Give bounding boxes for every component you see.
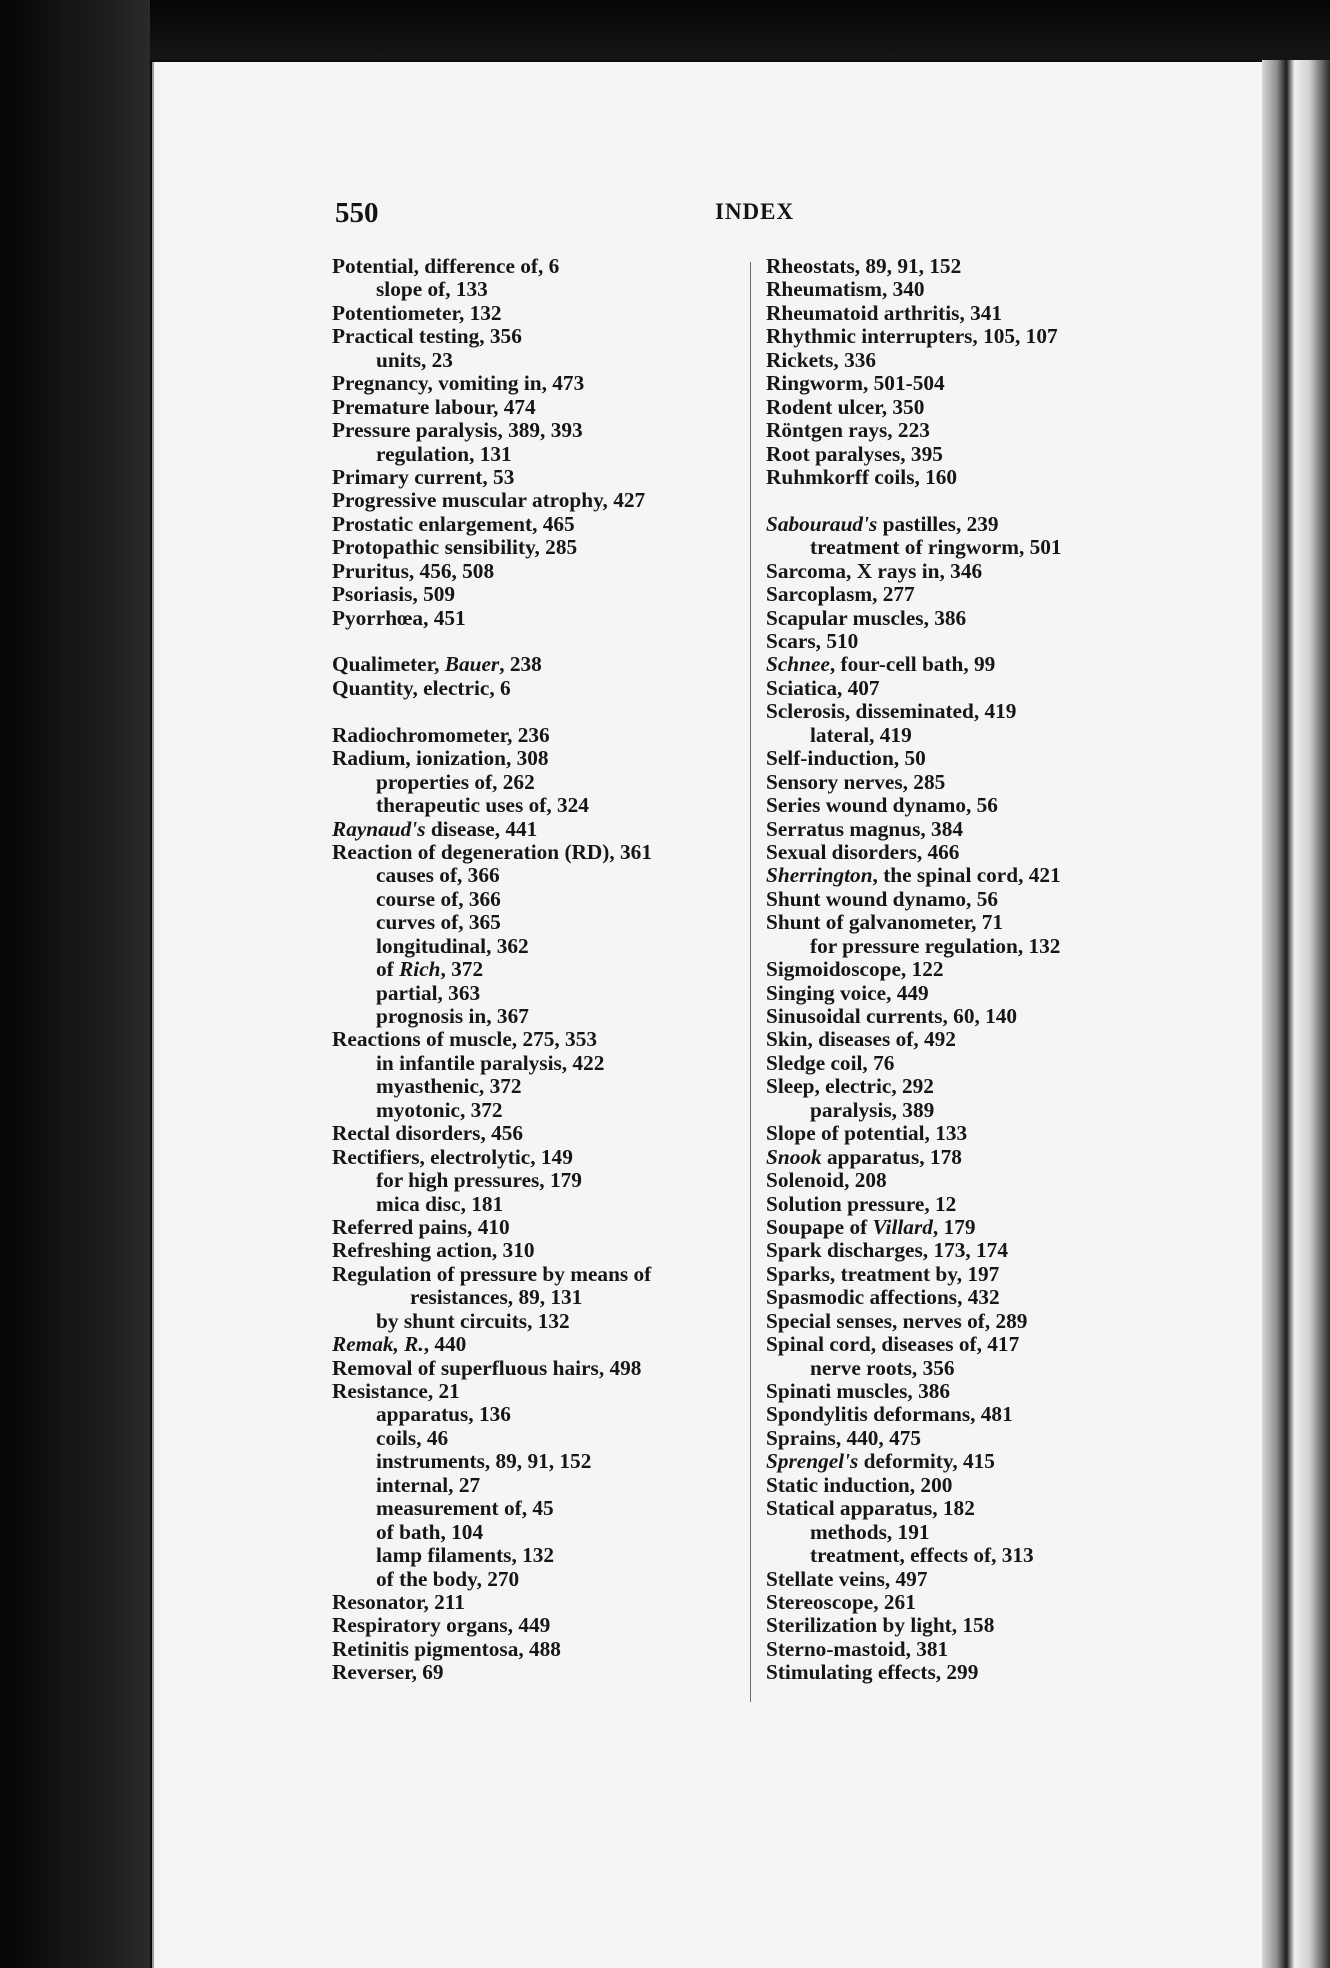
index-entry	[332, 1122, 652, 1145]
entry-text: Retinitis pigmentosa, 488	[332, 1636, 561, 1661]
index-entry	[766, 1450, 1062, 1473]
index-entry	[332, 536, 652, 559]
index-entry	[332, 513, 652, 536]
index-entry	[332, 1357, 652, 1380]
index-entry	[766, 1146, 1062, 1169]
entry-italic-text: Sherrington	[766, 863, 873, 888]
index-entry	[766, 255, 1062, 278]
entry-text: of	[376, 957, 400, 982]
entry-text: internal, 27	[376, 1472, 481, 1497]
entry-text: , the spinal cord, 421	[872, 863, 1061, 888]
section-gap	[766, 489, 1062, 512]
entry-text: Potential, difference of, 6	[332, 254, 560, 278]
index-entry	[766, 1099, 1062, 1122]
index-entry	[766, 1427, 1062, 1450]
index-entry	[766, 794, 1062, 817]
entry-text: , 440	[423, 1332, 467, 1357]
index-entry	[332, 677, 652, 700]
index-entry	[766, 818, 1062, 841]
entry-text: Sleep, electric, 292	[766, 1074, 934, 1099]
entry-text: Reverser, 69	[332, 1660, 444, 1685]
index-entry	[332, 1497, 652, 1520]
index-entry	[766, 278, 1062, 301]
entry-text: Sledge coil, 76	[766, 1050, 895, 1075]
index-entry	[332, 278, 652, 301]
entry-text: Pregnancy, vomiting in, 473	[332, 371, 585, 396]
index-entry	[766, 419, 1062, 442]
index-entry	[332, 1403, 652, 1426]
index-entry	[332, 255, 652, 278]
entry-text: causes of, 366	[376, 863, 500, 888]
index-entry	[332, 1216, 652, 1239]
index-entry	[766, 1193, 1062, 1216]
entry-text: nerve roots, 356	[810, 1355, 955, 1380]
entry-text: Sprains, 440, 475	[766, 1425, 922, 1450]
index-entry	[332, 864, 652, 887]
index-entry	[766, 653, 1062, 676]
index-entry	[332, 1544, 652, 1567]
index-entry	[332, 607, 652, 630]
index-entry	[332, 489, 652, 512]
index-entry	[766, 1357, 1062, 1380]
index-entry	[766, 1333, 1062, 1356]
entry-text: by shunt circuits, 132	[376, 1308, 570, 1333]
index-entry	[332, 1099, 652, 1122]
index-entry	[766, 443, 1062, 466]
entry-text: Self-induction, 50	[766, 746, 926, 771]
entry-text: Rheumatism, 340	[766, 277, 925, 302]
index-entry	[332, 653, 652, 676]
index-entry	[766, 1661, 1062, 1684]
index-entry	[766, 302, 1062, 325]
entry-text: units, 23	[376, 347, 453, 372]
index-entry	[332, 982, 652, 1005]
entry-italic-text: Bauer	[444, 652, 500, 677]
entry-text: myotonic, 372	[376, 1097, 503, 1122]
entry-text: Rodent ulcer, 350	[766, 394, 925, 419]
index-entry	[766, 1521, 1062, 1544]
index-entry	[766, 1544, 1062, 1567]
index-entry	[766, 1028, 1062, 1051]
entry-text: mica disc, 181	[376, 1191, 504, 1216]
entry-text: properties of, 262	[376, 769, 535, 794]
index-entry	[332, 1005, 652, 1028]
entry-text: Rheumatoid arthritis, 341	[766, 300, 1003, 325]
entry-text: Spark discharges, 173, 174	[766, 1238, 1008, 1263]
entry-text: Referred pains, 410	[332, 1214, 510, 1239]
index-entry	[766, 1122, 1062, 1145]
entry-text: Rectal disorders, 456	[332, 1121, 524, 1146]
index-entry	[332, 419, 652, 442]
entry-italic-text: Raynaud's	[332, 816, 426, 841]
entry-text: methods, 191	[810, 1519, 930, 1544]
entry-text: paralysis, 389	[810, 1097, 935, 1122]
index-entry	[766, 349, 1062, 372]
index-entry	[332, 1169, 652, 1192]
entry-italic-text: Sabouraud's	[766, 511, 878, 536]
index-entry	[332, 747, 652, 770]
index-entry	[332, 349, 652, 372]
index-entry	[332, 372, 652, 395]
index-entry	[766, 841, 1062, 864]
entry-text: pastilles, 239	[877, 511, 999, 536]
index-entry	[332, 1075, 652, 1098]
page-header	[335, 197, 935, 231]
entry-text: Sciatica, 407	[766, 675, 880, 700]
index-entry	[766, 1638, 1062, 1661]
entry-text: Pressure paralysis, 389, 393	[332, 418, 583, 443]
book-page	[152, 62, 1282, 1968]
index-entry	[332, 771, 652, 794]
entry-text: Refreshing action, 310	[332, 1238, 535, 1263]
entry-italic-text: Schnee	[766, 652, 830, 677]
entry-text: Solution pressure, 12	[766, 1191, 957, 1216]
entry-text: Spasmodic affections, 432	[766, 1285, 1000, 1310]
entry-italic-text: Rich	[399, 957, 441, 982]
index-entry	[332, 1380, 652, 1403]
index-entry	[766, 1216, 1062, 1239]
index-entry	[332, 841, 652, 864]
entry-text: Soupape of	[766, 1214, 873, 1239]
index-entry	[766, 396, 1062, 419]
index-entry	[332, 443, 652, 466]
entry-text: Root paralyses, 395	[766, 441, 943, 466]
index-entry	[332, 794, 652, 817]
entry-text: lamp filaments, 132	[376, 1543, 555, 1568]
entry-text: Stereoscope, 261	[766, 1589, 916, 1614]
entry-text: Sexual disorders, 466	[766, 839, 960, 864]
entry-text: disease, 441	[425, 816, 538, 841]
index-entry	[766, 864, 1062, 887]
entry-text: Ruhmkorff coils, 160	[766, 464, 958, 489]
entry-text: , 372	[440, 957, 484, 982]
entry-text: Rickets, 336	[766, 347, 877, 372]
index-entry	[766, 982, 1062, 1005]
entry-text: Skin, diseases of, 492	[766, 1027, 956, 1052]
entry-text: of bath, 104	[376, 1519, 484, 1544]
index-column-right	[766, 255, 1062, 1685]
entry-text: for pressure regulation, 132	[810, 933, 1061, 958]
section-gap	[332, 630, 652, 653]
scan-border-top	[0, 0, 1330, 60]
entry-text: Sinusoidal currents, 60, 140	[766, 1004, 1018, 1028]
index-entry	[766, 1286, 1062, 1309]
entry-text: slope of, 133	[376, 277, 488, 302]
entry-text: Statical apparatus, 182	[766, 1496, 975, 1521]
index-entry	[332, 1263, 652, 1286]
entry-text: Removal of superfluous hairs, 498	[332, 1355, 642, 1380]
index-entry	[766, 325, 1062, 348]
index-entry	[766, 536, 1062, 559]
index-entry	[766, 747, 1062, 770]
section-gap	[332, 700, 652, 723]
index-entry	[332, 1450, 652, 1473]
entry-text: Ringworm, 501-504	[766, 371, 945, 396]
index-entry	[332, 818, 652, 841]
index-entry	[332, 1310, 652, 1333]
index-entry	[766, 1591, 1062, 1614]
index-entry	[766, 513, 1062, 536]
running-head-title: INDEX	[715, 199, 795, 224]
index-entry	[332, 911, 652, 934]
index-entry	[766, 1497, 1062, 1520]
entry-text: , 238	[499, 652, 542, 677]
index-entry	[332, 583, 652, 606]
index-entry	[766, 466, 1062, 489]
entry-text: Resonator, 211	[332, 1589, 465, 1614]
entry-text: partial, 363	[376, 980, 481, 1005]
index-entry	[766, 1075, 1062, 1098]
index-entry	[332, 888, 652, 911]
index-entry	[766, 607, 1062, 630]
entry-text: Practical testing, 356	[332, 324, 522, 349]
entry-text: Series wound dynamo, 56	[766, 793, 998, 818]
index-entry	[332, 1193, 652, 1216]
index-entry	[332, 1052, 652, 1075]
entry-text: Sterno-mastoid, 381	[766, 1636, 949, 1661]
entry-text: Sparks, treatment by, 197	[766, 1261, 1000, 1286]
entry-text: coils, 46	[376, 1425, 449, 1450]
entry-text: Radiochromometer, 236	[332, 722, 550, 747]
entry-text: Scars, 510	[766, 629, 859, 653]
index-entry	[766, 888, 1062, 911]
entry-italic-text: Remak, R.	[332, 1332, 424, 1357]
entry-text: Special senses, nerves of, 289	[766, 1308, 1028, 1333]
entry-text: apparatus, 178	[821, 1144, 962, 1169]
index-entry	[766, 1474, 1062, 1497]
entry-text: Radium, ionization, 308	[332, 746, 549, 771]
entry-text: Solenoid, 208	[766, 1168, 887, 1193]
entry-text: Spondylitis deformans, 481	[766, 1402, 1013, 1427]
entry-text: Pyorrhœa, 451	[332, 605, 466, 630]
entry-text: lateral, 419	[810, 722, 912, 747]
index-entry	[332, 1661, 652, 1684]
index-entry	[332, 1028, 652, 1051]
index-entry	[766, 771, 1062, 794]
entry-text: resistances, 89, 131	[410, 1285, 583, 1310]
entry-text: for high pressures, 179	[376, 1168, 582, 1193]
entry-text: Quantity, electric, 6	[332, 675, 511, 700]
index-entry	[332, 302, 652, 325]
index-entry	[766, 630, 1062, 653]
entry-text: instruments, 89, 91, 152	[376, 1449, 592, 1474]
entry-text: course of, 366	[376, 886, 501, 911]
entry-italic-text: Snook	[766, 1144, 822, 1169]
index-entry	[766, 700, 1062, 723]
entry-text: in infantile paralysis, 422	[376, 1050, 605, 1075]
index-entry	[766, 1169, 1062, 1192]
entry-text: treatment of ringworm, 501	[810, 535, 1062, 560]
entry-text: Shunt of galvanometer, 71	[766, 910, 1004, 935]
entry-text: Sensory nerves, 285	[766, 769, 946, 794]
index-entry	[766, 1263, 1062, 1286]
index-entry	[332, 958, 652, 981]
index-entry	[766, 372, 1062, 395]
entry-text: therapeutic uses of, 324	[376, 793, 589, 818]
index-entry	[766, 911, 1062, 934]
entry-text: Sarcoma, X rays in, 346	[766, 558, 983, 583]
entry-text: regulation, 131	[376, 441, 512, 466]
entry-text: Reactions of muscle, 275, 353	[332, 1027, 597, 1052]
index-entry	[766, 1052, 1062, 1075]
index-entry	[332, 560, 652, 583]
index-entry	[332, 325, 652, 348]
entry-text: Regulation of pressure by means of	[332, 1261, 652, 1286]
entry-text: Stimulating effects, 299	[766, 1660, 979, 1685]
entry-text: Pruritus, 456, 508	[332, 558, 495, 583]
entry-text: Protopathic sensibility, 285	[332, 535, 578, 560]
entry-text: Rectifiers, electrolytic, 149	[332, 1144, 573, 1169]
index-column-left	[332, 255, 652, 1685]
index-entry	[332, 1286, 652, 1309]
index-entry	[766, 724, 1062, 747]
entry-italic-text: Sprengel's	[766, 1449, 859, 1474]
entry-text: Respiratory organs, 449	[332, 1613, 551, 1638]
entry-text: Röntgen rays, 223	[766, 418, 930, 443]
entry-text: Sarcoplasm, 277	[766, 582, 915, 607]
entry-text: Prostatic enlargement, 465	[332, 511, 575, 536]
entry-text: Rhythmic interrupters, 105, 107	[766, 324, 1058, 349]
entry-text: myasthenic, 372	[376, 1074, 522, 1099]
entry-text: of the body, 270	[376, 1566, 520, 1591]
entry-text: measurement of, 45	[376, 1496, 554, 1521]
index-entry	[332, 935, 652, 958]
entry-text: Sterilization by light, 158	[766, 1613, 995, 1638]
index-entry	[766, 1310, 1062, 1333]
index-entry	[766, 1380, 1062, 1403]
entry-text: Resistance, 21	[332, 1379, 460, 1403]
entry-text: , four-cell bath, 99	[829, 652, 996, 677]
index-entry	[332, 1474, 652, 1497]
entry-text: Serratus magnus, 384	[766, 816, 964, 841]
index-entry	[332, 396, 652, 419]
index-entry	[332, 1239, 652, 1262]
entry-text: Sclerosis, disseminated, 419	[766, 699, 1017, 724]
page-number: 550	[335, 197, 379, 229]
index-entry	[332, 1333, 652, 1356]
index-entry	[332, 1521, 652, 1544]
entry-text: , 179	[932, 1214, 976, 1239]
entry-text: Scapular muscles, 386	[766, 605, 967, 630]
index-entry	[332, 1427, 652, 1450]
entry-text: Psoriasis, 509	[332, 582, 456, 607]
entry-text: Spinal cord, diseases of, 417	[766, 1332, 1020, 1357]
entry-text: deformity, 415	[858, 1449, 995, 1474]
entry-text: Shunt wound dynamo, 56	[766, 886, 998, 911]
index-entry	[766, 1568, 1062, 1591]
index-entry	[766, 677, 1062, 700]
index-entry	[332, 1638, 652, 1661]
entry-text: Singing voice, 449	[766, 980, 929, 1005]
entry-text: Progressive muscular atrophy, 427	[332, 488, 646, 513]
entry-text: treatment, effects of, 313	[810, 1543, 1034, 1568]
entry-text: longitudinal, 362	[376, 933, 529, 958]
entry-italic-text: Villard	[872, 1214, 933, 1239]
index-entry	[332, 466, 652, 489]
index-entry	[766, 1614, 1062, 1637]
entry-text: Spinati muscles, 386	[766, 1379, 951, 1403]
entry-text: prognosis in, 367	[376, 1004, 529, 1028]
entry-text: Slope of potential, 133	[766, 1121, 968, 1146]
entry-text: curves of, 365	[376, 910, 501, 935]
entry-text: apparatus, 136	[376, 1402, 511, 1427]
index-entry	[766, 583, 1062, 606]
index-entry	[766, 560, 1062, 583]
book-spine-edge	[1262, 60, 1330, 1968]
index-entry	[332, 1591, 652, 1614]
column-divider	[750, 262, 751, 1702]
index-entry	[766, 1403, 1062, 1426]
entry-text: Premature labour, 474	[332, 394, 536, 419]
index-entry	[332, 1146, 652, 1169]
entry-text: Static induction, 200	[766, 1472, 953, 1497]
entry-text: Qualimeter,	[332, 652, 445, 677]
index-entry	[332, 1568, 652, 1591]
entry-text: Reaction of degeneration (RD), 361	[332, 839, 652, 864]
entry-text: Stellate veins, 497	[766, 1566, 928, 1591]
index-entry	[766, 1005, 1062, 1028]
scan-border-left	[0, 0, 150, 1968]
entry-text: Rheostats, 89, 91, 152	[766, 254, 962, 278]
index-entry	[766, 935, 1062, 958]
entry-text: Sigmoidoscope, 122	[766, 957, 944, 982]
entry-text: Primary current, 53	[332, 464, 515, 489]
index-entry	[332, 724, 652, 747]
index-entry	[766, 1239, 1062, 1262]
entry-text: Potentiometer, 132	[332, 300, 502, 325]
index-entry	[766, 958, 1062, 981]
index-entry	[332, 1614, 652, 1637]
